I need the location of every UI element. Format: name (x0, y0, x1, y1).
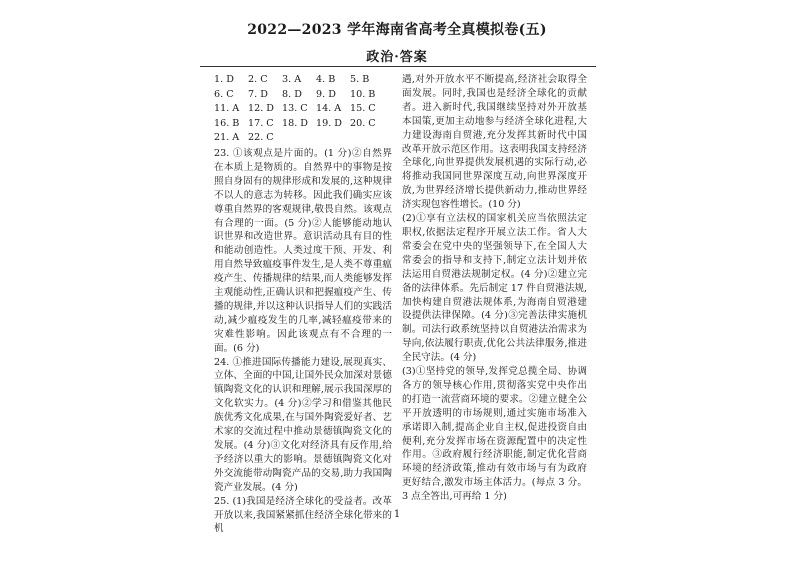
question-25-answer-start: 25. (1)我国是经济全球化的受益者。改革开放以来,我国紧紧抓住经济全球化带来的机 (214, 495, 392, 535)
question-23-answer: 23. ①该观点是片面的。(1 分)②自然界在本质上是物质的。自然界中的事物是按照自身固有的规律形成和发展的,这种规律不以人的意志为转移。因此我们确实应该尊重自然界的客观规律,敬畏自然。该观点有合理的一面。(5 分)②人能够能动地认识世界和改造世界。意识活动具有目的性和能动创造性。人类过度干预、开发、利用自然导致瘟疫事件发生,是人类不尊重瘟疫产生、传播规律的结果,而人类能够发挥主观能动性,正确认识和把握瘟疫产生、传播的规律,并以这种认识指导人们的实践活动,减少瘟疫发生的几率,减轻瘟疫带来的灾难性影响。因此该观点有不合理的一面。(6 分) (214, 147, 392, 354)
answer-subtitle: 政治·答案 (366, 50, 428, 65)
exam-title: 2022—2023 学年海南省高考全真模拟卷(五) (247, 22, 547, 38)
answer-10: 10. B (350, 88, 376, 100)
answer-22: 22. C (248, 132, 274, 144)
question-25-part3-answer: (3)①坚持党的领导,发挥党总揽全局、协调各方的领导核心作用,贯彻落实党中央作出的打造一流营商环境的要求。②建立健全公平开放透明的市场规则,通过实施市场准入承诺即入制,提高企业自主权,促进投资自由便利,充分发挥市场在资源配置中的决定性作用。③政府履行经济职能,制定优化营商环境的经济政策,推动有效市场与有为政府更好结合,激发市场主体活力。(每点 3 分。3 点全答出,可再给 1 分) (402, 366, 587, 503)
answer-16: 16. B (214, 117, 240, 129)
answer-8: 8. D (282, 88, 302, 100)
answer-3: 3. A (282, 74, 302, 85)
answer-6: 6. C (214, 88, 234, 100)
answer-11: 11. A (214, 103, 240, 115)
question-25-part2-answer: (2)①享有立法权的国家机关应当依照法定职权,依据法定程序开展立法工作。省人大常委会在党中央的坚强领导下,在全国人大常委会的指导和支持下,制定立法计划并依法运用自贸港法规制定权。(4 分)②建立完备的法律体系。先后制定 17 件自贸港法规,加快构建自贸港法规体系,为海南自贸港建设提供法律保障。(4 分)③完善法律实施机制。司法行政系统坚持以自贸港法治需求为导向,依法履行职责,优化公共法律服务,推进全民守法。(4 分) (402, 213, 587, 364)
page-number: 1 (393, 509, 401, 520)
answer-2: 2. C (248, 74, 268, 85)
question-25-part1-continued: 遇,对外开放水平不断提高,经济社会取得全面发展。同时,我国也是经济全球化的贡献者。进入新时代,我国继续坚持对外开放基本国策,更加主动地参与经济全球化进程,大力建设海南自贸港,充分发挥其新时代中国改革开放示范区作用。这表明我国支持经济全球化,向世界提供发展机遇的实际行动,必将推动我国同世界深度互动,向世界深度开放,为世界经济增长提供新动力,推动世界经济实现包容性增长。(10 分) (402, 74, 587, 211)
answer-13: 13. C (282, 103, 308, 115)
answer-7: 7. D (248, 88, 268, 100)
answer-4: 4. B (316, 74, 336, 85)
answer-5: 5. B (350, 74, 370, 85)
choice-answer-grid (214, 73, 392, 146)
answer-1: 1. D (214, 74, 234, 85)
answer-12: 12. D (248, 103, 274, 115)
answer-21: 21. A (214, 132, 240, 144)
right-column (402, 73, 587, 504)
answer-18: 18. D (282, 117, 308, 129)
left-answer-text (214, 147, 392, 536)
answer-20: 20. C (350, 117, 376, 129)
question-24-answer: 24. ①推进国际传播能力建设,展现真实、立体、全面的中国,让国外民众加深对景德镇陶瓷文化的认识和理解,展示我国深厚的文化软实力。(4 分)②学习和借鉴其他民族优秀文化成果,在与国外陶瓷爱好者、艺术家的交流过程中推动景德镇陶瓷文化的发展。(4 分)③文化对经济具有反作用,给予经济以重大的影响。景德镇陶瓷文化对外交流能带动陶瓷产品的交易,助力我国陶瓷产业发展。(4 分) (214, 356, 392, 493)
answer-15: 15. C (350, 103, 376, 115)
right-answer-text (402, 73, 587, 504)
left-column (214, 73, 392, 536)
answer-14: 14. A (316, 103, 342, 115)
answer-19: 19. D (316, 117, 342, 129)
answer-9: 9. D (316, 88, 336, 100)
header-divider (200, 66, 596, 67)
answer-17: 17. C (248, 117, 274, 129)
